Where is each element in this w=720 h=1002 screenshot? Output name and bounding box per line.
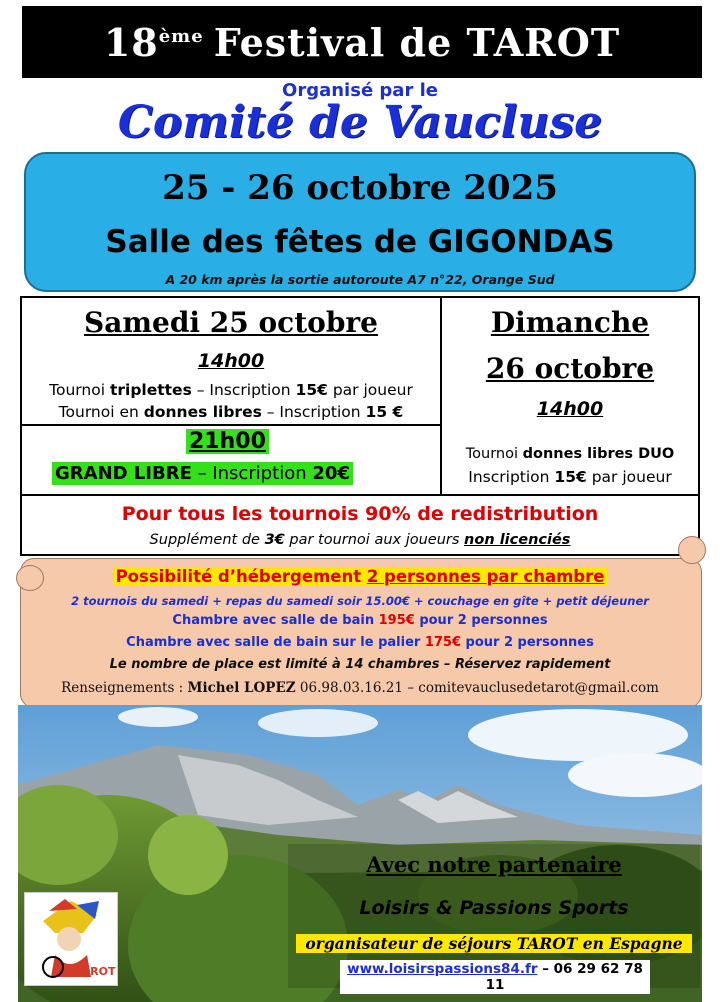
partner-phone: – 06 29 62 78 11 <box>485 961 643 993</box>
accommodation-package: 2 tournois du samedi + repas du samedi soir 15.00€ + couchage en gîte + petit déjeuner <box>71 594 649 608</box>
partner-description: organisateur de séjours TAROT en Espagne <box>296 934 692 953</box>
grand-libre-line: GRAND LIBRE – Inscription 20€ <box>52 462 353 485</box>
tarot-logo <box>24 892 118 986</box>
room-private-bath: Chambre avec salle de bain 195€ pour 2 personnes <box>172 613 548 628</box>
contact-info: Renseignements : Michel LOPEZ 06.98.03.16.21 – comitevauclusedetarot@gmail.com <box>61 680 659 696</box>
saturday-donnes-libres-line: Tournoi en donnes libres – Inscription 15 € <box>58 403 404 421</box>
festival-title: Festival de TAROT <box>213 19 621 65</box>
sunday-time: 14h00 <box>536 398 604 420</box>
organiser-name: Comité de Vaucluse <box>117 97 603 148</box>
sunday-date: 26 octobre <box>485 352 655 385</box>
partner-website-link[interactable]: www.loisirspassions84.fr <box>347 961 538 977</box>
accommodation-title: Possibilité d’hébergement 2 personnes par chambre <box>30 567 690 586</box>
saturday-title: Samedi 25 octobre <box>84 306 378 339</box>
festival-number: 18 <box>103 19 159 65</box>
partner-name: Loisirs & Passions Sports <box>359 897 629 919</box>
schedule-divider-saturday <box>20 424 442 426</box>
supplement-note: Supplément de 3€ par tournoi aux joueurs non licenciés <box>149 532 571 548</box>
sunday-duo-line: Tournoi donnes libres DUO <box>465 446 675 462</box>
saturday-triplettes-line: Tournoi triplettes – Inscription 15€ par joueur <box>49 381 413 399</box>
venue-access-directions: A 20 km après la sortie autoroute A7 n°22, Orange Sud <box>165 272 555 287</box>
jester-icon <box>25 893 117 985</box>
saturday-afternoon-time: 14h00 <box>197 350 265 372</box>
room-limit-note: Le nombre de place est limité à 14 chambres – Réservez rapidement <box>109 657 611 672</box>
sunday-price-line: Inscription 15€ par joueur <box>468 468 672 486</box>
scroll-curl-right <box>678 536 706 564</box>
saturday-evening-time: 21h00 <box>186 429 269 454</box>
sunday-title: Dimanche <box>490 306 650 339</box>
partner-heading: Avec notre partenaire <box>366 852 622 877</box>
logo-label: TAROT <box>75 965 116 978</box>
organised-by: Organisé par le <box>282 80 438 101</box>
event-dates: 25 - 26 octobre 2025 <box>162 168 558 208</box>
partner-contact <box>340 960 650 994</box>
festival-title-banner <box>22 6 702 78</box>
schedule-divider-footer <box>20 494 700 496</box>
festival-number-suffix: ème <box>158 25 204 47</box>
redistribution-note: Pour tous les tournois 90% de redistribution <box>121 503 599 525</box>
room-landing-bath: Chambre avec salle de bain sur le palier 175€ pour 2 personnes <box>126 635 594 650</box>
event-venue: Salle des fêtes de GIGONDAS <box>105 224 615 260</box>
